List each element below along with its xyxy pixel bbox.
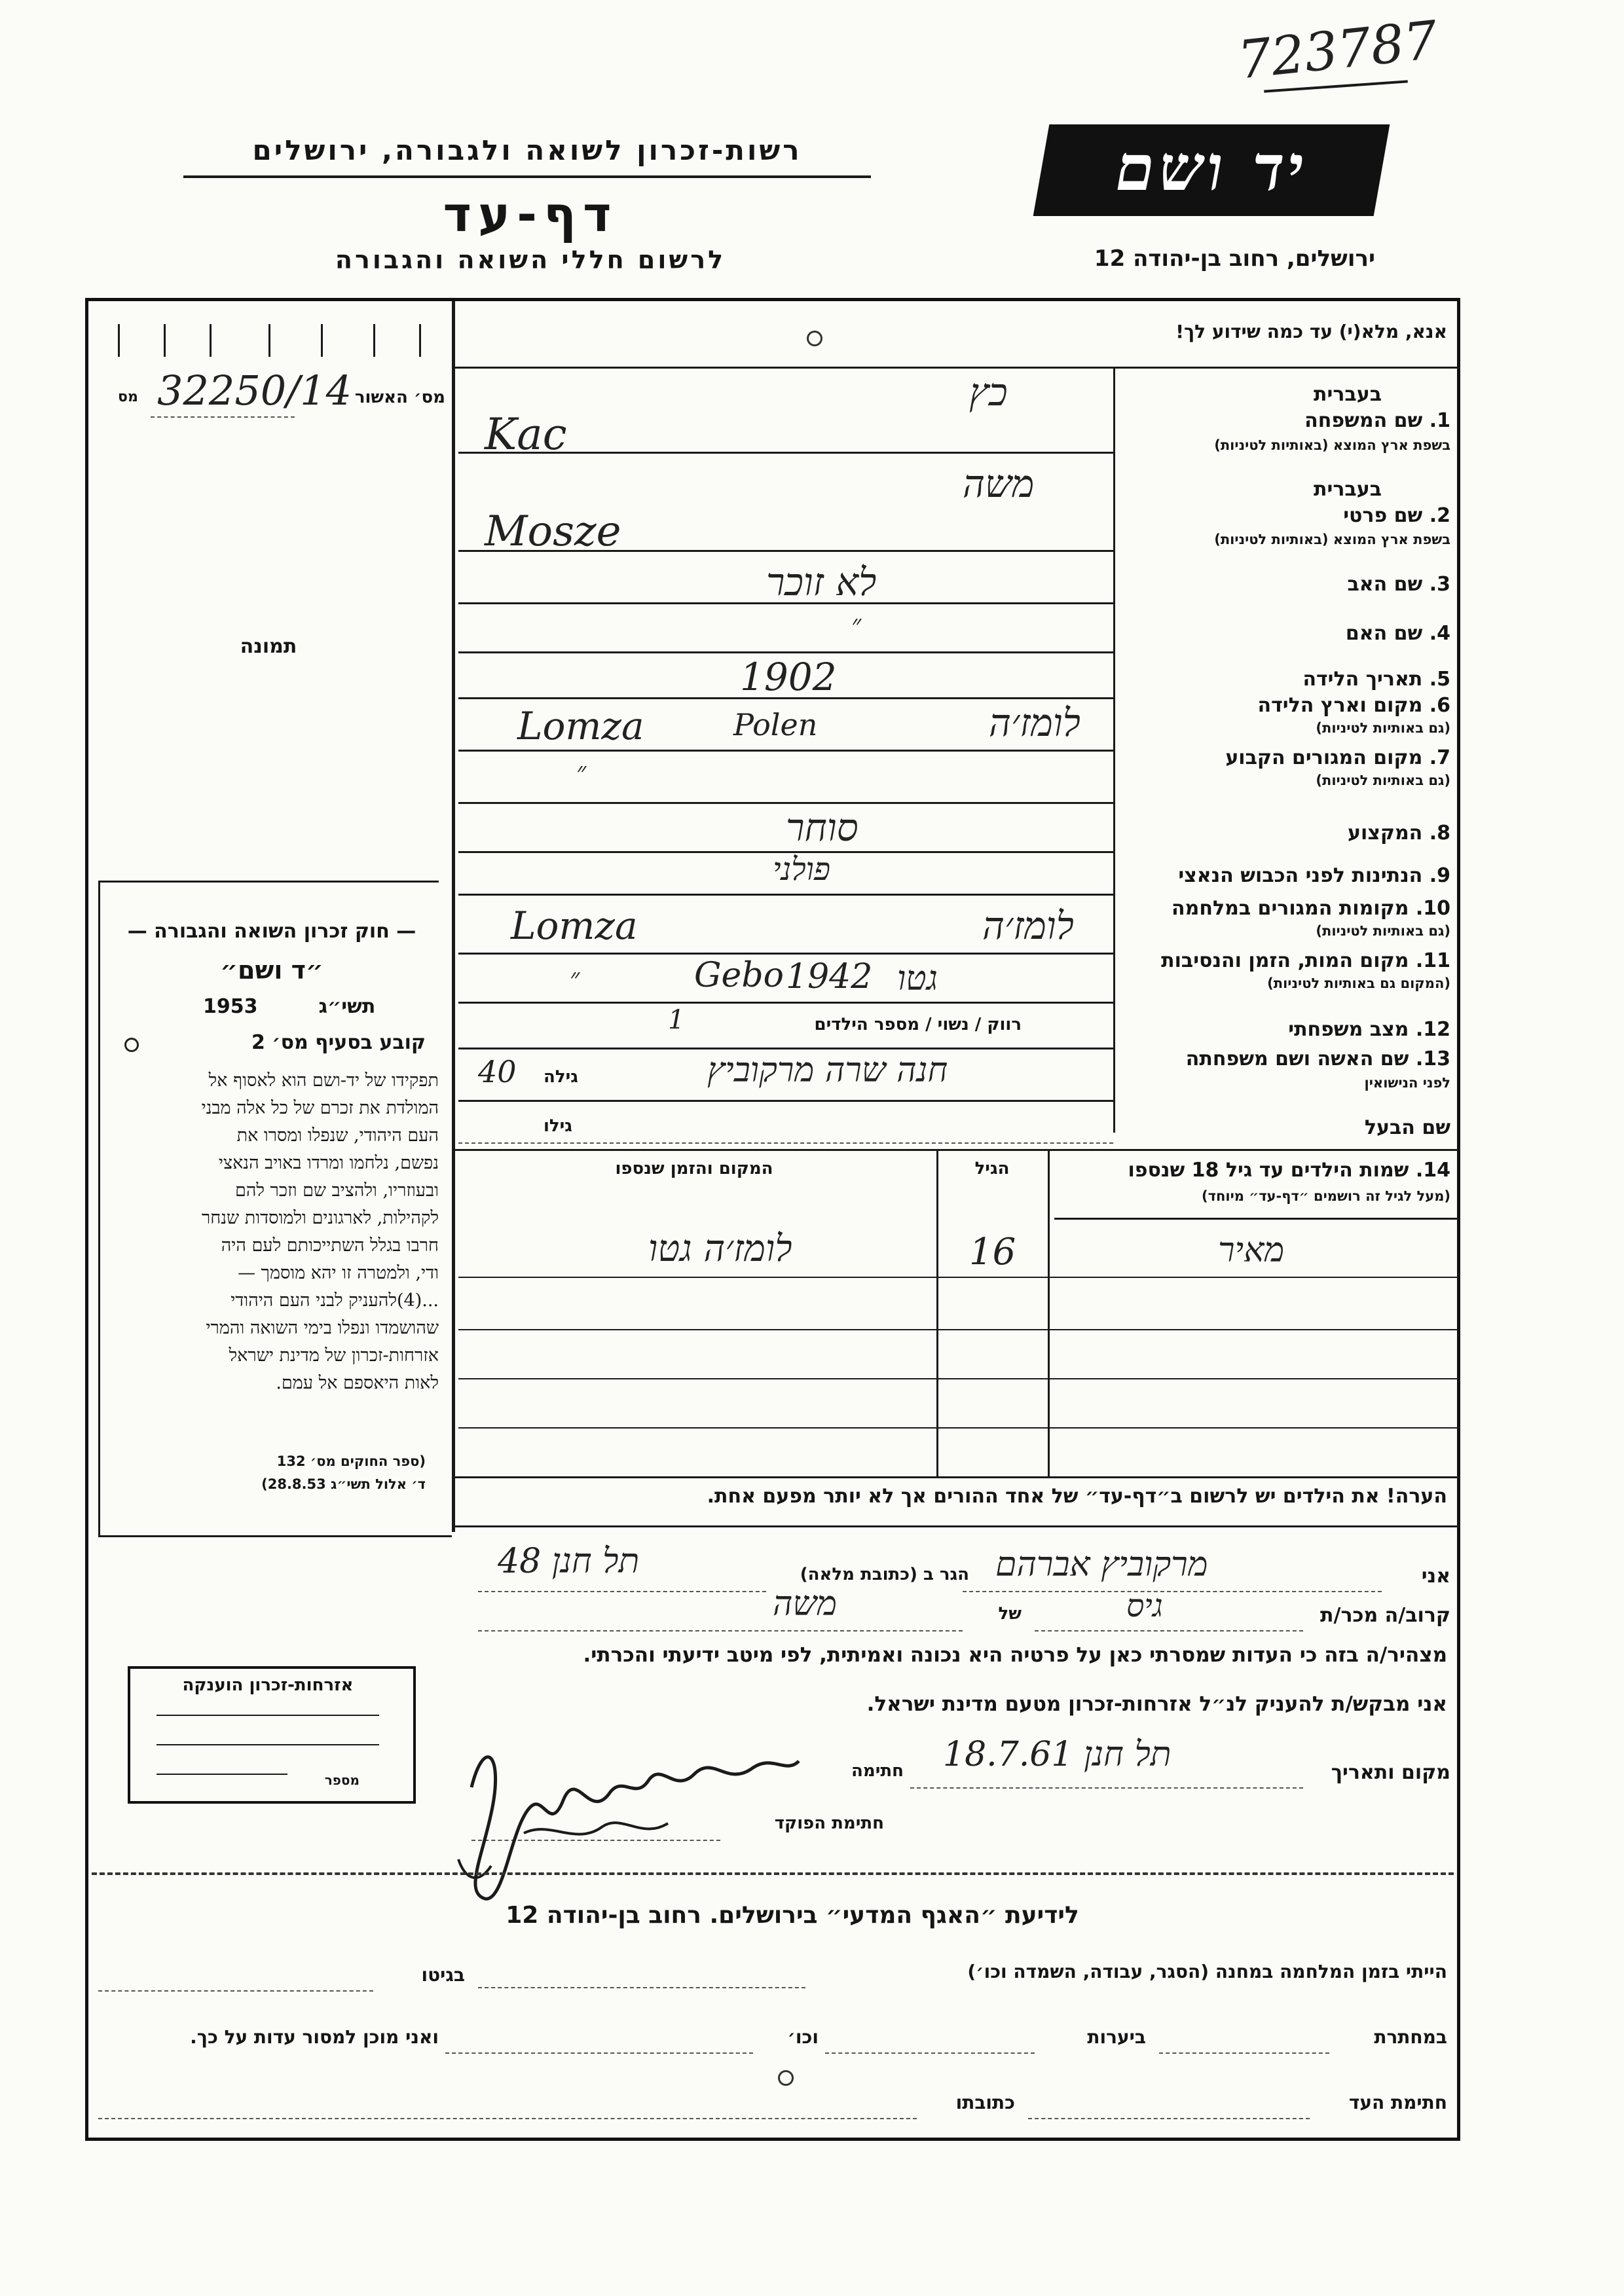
approval-label: מס׳ האשור [354, 388, 445, 407]
yad-vashem-logo [1033, 124, 1390, 216]
section-14-top [452, 1149, 1460, 1151]
nationality-label: 9. הנתינות לפני הכבוש הנאצי [1178, 864, 1450, 887]
wife-age-value: 40 [478, 1054, 517, 1089]
wartime-latin: Lomza [511, 903, 638, 948]
wife-name-value: חנה שרה מרקוביץ [707, 1051, 948, 1090]
bottom-line-1: הייתי בזמן המלחמה במחנה (הסגר, עבודה, השמדה וכו׳) [967, 1961, 1447, 1982]
col-place-header: המקום והזמן שנספו [615, 1159, 773, 1178]
surname-hebrew: כץ [969, 370, 1008, 414]
law-line: חרבו בגלל השתייכותם לעם היה [221, 1235, 439, 1256]
profession-label: 8. המקצוע [1348, 822, 1450, 845]
birth-place-label: 6. מקום וארץ הלידה [1257, 694, 1450, 717]
row-line [458, 1002, 1113, 1004]
children-sub: (מעל לגיל זה רושמים ״דף-עד״ מיוחד) [1202, 1188, 1450, 1204]
law-clause: קובע בסעיף מס׳ 2 [251, 1031, 426, 1054]
first-name-latin: Mosze [485, 507, 621, 556]
witness-signature-label: חתימת העד [1348, 2092, 1447, 2113]
relation-label: קרוב/ה מכר/ת [1320, 1604, 1450, 1627]
signature-label: חתימה [851, 1761, 904, 1781]
forests-label: ביערות [1087, 2026, 1146, 2048]
married-value: 1 [668, 1005, 685, 1035]
resides-label: הגר ב (כתובת מלאה) [800, 1565, 969, 1584]
children-row-line [458, 1277, 1460, 1278]
address-value: תל חנן 48 [498, 1542, 640, 1581]
surname-latin: Kac [485, 409, 567, 460]
row-line [458, 750, 1113, 752]
place-date-value: תל חנן 18.7.61 [943, 1735, 1172, 1774]
note-text: הערה! את הילדים יש לרשום ב״דף-עד״ של אחד ההורים אך לא יותר מפעם אחת. [707, 1485, 1447, 1508]
law-year-heb: תשי״ג [318, 995, 376, 1018]
left-column-divider [452, 301, 455, 1532]
in-hebrew-label-1: בעברית [1314, 383, 1382, 406]
approval-suffix: מס [118, 389, 138, 405]
law-line: ובעוזריו, ולהציב שם וזכר להם [235, 1180, 439, 1201]
citizenship-number-label: מספר [324, 1772, 360, 1788]
law-line: שהושמדו ונפלו בימי השואה והמרי [206, 1318, 439, 1338]
death-hebrew: גטו [897, 959, 938, 998]
husband-line [458, 1142, 1113, 1144]
request-text: אני מבקש/ת להעניק לנ״ל אזרחות-זכרון מטעם מדינת ישראל. [866, 1692, 1447, 1716]
statement-text: מצהיר/ה בזה כי העדות שמסרתי כאן על פרטיה היא נכונה ואמיתית, לפי מיטב ידיעתי והכרתי. [583, 1643, 1447, 1667]
law-box-top [98, 881, 439, 883]
law-line: תפקידו של יד-ושם הוא לאסוף אל [208, 1070, 439, 1091]
father-value: לא זוכר [766, 560, 877, 604]
note-bottom [452, 1525, 1460, 1527]
children-row-line [458, 1427, 1460, 1429]
top-file-number: 723787 [1234, 9, 1441, 91]
children-row-line [458, 1378, 1460, 1379]
wartime-sub: (גם באותיות לטיניות) [1316, 923, 1450, 939]
law-line: המולדת את זכרם של כל אלה מבני [201, 1098, 439, 1118]
label-column-divider [1113, 367, 1115, 1133]
row-line [458, 1048, 1113, 1049]
row-line [458, 894, 1113, 896]
tear-off-line [92, 1872, 1454, 1875]
surname-label: 1. שם המשפחה [1304, 409, 1450, 432]
officer-signature-label: חתימת הפוקד [774, 1813, 884, 1833]
law-box-bottom [98, 1535, 452, 1537]
forests-line [825, 2052, 1035, 2054]
law-line: ...(4)להעניק לבני העם היהודי [231, 1290, 439, 1311]
bottom-title: לידיעת ״האגף המדעי״ בירושלים. רחוב בן-יהודה 12 [506, 1902, 1079, 1929]
photo-label: תמונה [240, 635, 297, 658]
form-subtitle: לרשום חללי השואה והגבורה [335, 246, 726, 274]
birth-country: Polen [733, 707, 818, 742]
wife-age-label: גילה [544, 1067, 578, 1087]
law-source-1: (ספר החוקים מס׳ 132 [276, 1453, 426, 1469]
mother-label: 4. שם האם [1345, 622, 1450, 645]
law-line: לאות היאספם אל עמם. [276, 1373, 439, 1393]
in-hebrew-label-2: בעברית [1314, 478, 1382, 501]
row-line [458, 651, 1113, 653]
etc-label: וכו׳ [787, 2026, 819, 2048]
children-label: 14. שמות הילדים עד גיל 18 שנספו [1128, 1159, 1450, 1182]
husband-label: שם הבעל [1364, 1116, 1450, 1139]
header-row-bottom [452, 367, 1460, 369]
law-source-2: ד׳ אלול תשי״ג 28.8.53) [261, 1476, 426, 1492]
wartime-label: 10. מקומות המגורים במלחמה [1172, 897, 1450, 920]
death-label: 11. מקום המות, הזמן והנסיבות [1161, 949, 1450, 972]
nationality-value: פולני [773, 851, 831, 888]
ghetto-label: בגיטו [421, 1964, 465, 1986]
wife-sub: לפני הנישואין [1364, 1075, 1450, 1091]
approval-number: 32250/14 [157, 367, 352, 414]
death-mark: ״ [570, 963, 580, 993]
place-date-label: מקום ותאריך [1331, 1761, 1450, 1784]
law-line: אזרחות-זכרון של מדינת ישראל [229, 1345, 439, 1366]
residence-value: ״ [576, 757, 587, 787]
logo-text: יד ושם [1109, 131, 1315, 205]
camp-line [478, 1987, 805, 1988]
law-line: לקהילות, לארגונים ולמוסדות שנחר [202, 1208, 439, 1228]
underground-label: במחתרת [1374, 2026, 1447, 2048]
mother-value: ״ [851, 610, 862, 640]
family-status-options: רווק / נשוי / מספר הילדים [814, 1015, 1022, 1034]
ready-text: ואני מוכן למסור עדות על כך. [190, 2026, 439, 2048]
law-bullet [124, 1038, 139, 1052]
law-line: ודי, ולמטרה זו יהא מוסמך — [238, 1263, 439, 1283]
family-status-label: 12. מצב משפחתי [1288, 1018, 1450, 1041]
relation-value: גיס [1126, 1588, 1163, 1624]
punch-hole-top [807, 331, 822, 346]
first-name-label: 2. שם פרטי [1343, 504, 1450, 527]
wife-label: 13. שם האשה ושם משפחתה [1185, 1048, 1450, 1070]
child-place-value: לומז׳ה גטו [648, 1228, 792, 1270]
birth-place-latin: Lomza [517, 704, 644, 748]
of-value: משה [773, 1584, 838, 1624]
org-line: רשות-זכרון לשואה ולגבורה, ירושלים [252, 134, 802, 166]
child-age-value: 16 [969, 1231, 1016, 1273]
form-title: דף-עד [443, 187, 618, 243]
father-label: 3. שם האב [1347, 573, 1450, 596]
etc-line [445, 2052, 753, 2054]
law-name: ״ד ושם״ [220, 956, 323, 985]
place-date-line [910, 1787, 1303, 1789]
underground-line [1159, 2052, 1329, 2054]
law-year: 1953 [203, 995, 258, 1018]
children-row-line [458, 1329, 1460, 1330]
birth-date-label: 5. תאריך הלידה [1302, 668, 1450, 691]
approval-line [151, 416, 295, 418]
i-line [963, 1591, 1382, 1592]
ghetto-line [98, 1990, 373, 1992]
address-line: ירושלים, רחוב בן-יהודה 12 [1094, 246, 1375, 272]
of-line [478, 1630, 963, 1631]
birth-year: 1902 [740, 655, 837, 699]
law-line: נפשם, נלחמו ומרדו באויב הנאצי [218, 1153, 439, 1173]
husband-age-label: גילו [544, 1116, 572, 1136]
law-line: העם היהודי, שנפלו ומסרו את [236, 1125, 439, 1146]
profession-value: סוחר [786, 805, 858, 850]
tick-marks [105, 324, 445, 363]
please-line: אנא, מלא(י) עד כמה שידוע לך! [1175, 321, 1447, 342]
note-top [452, 1476, 1460, 1478]
death-place: Gebo [694, 956, 784, 995]
i-label: אני [1421, 1565, 1450, 1588]
address-line [478, 1591, 766, 1592]
birth-place-hebrew: לומז׳ה [989, 701, 1080, 745]
row-line [458, 1100, 1113, 1102]
i-value: מרקוביץ אברהם [995, 1545, 1208, 1584]
relation-line [1035, 1630, 1303, 1631]
surname-sub: בשפת ארץ המוצא (באותיות לטיניות) [1214, 437, 1450, 453]
citizenship-box [128, 1666, 416, 1804]
first-name-sub: בשפת ארץ המוצא (באותיות לטיניות) [1214, 532, 1450, 547]
birth-place-sub: (גם באותיות לטיניות) [1316, 720, 1450, 736]
children-header-bottom [1054, 1218, 1460, 1220]
row-line [458, 953, 1113, 955]
org-underline [183, 175, 871, 178]
first-name-hebrew: משה [963, 462, 1035, 506]
residence-sub: (גם באותיות לטיניות) [1316, 773, 1450, 788]
his-address-label: כתובתו [955, 2092, 1015, 2113]
death-year: 1942 [786, 957, 873, 996]
of-label: של [998, 1604, 1022, 1624]
citizenship-title: אזרחות-זכרון הוענקה [182, 1675, 354, 1695]
child-name-value: מאיר [1218, 1231, 1285, 1270]
law-text [105, 1067, 439, 1397]
witness-signature [445, 1696, 812, 1912]
wartime-hebrew: לומז׳ה [982, 903, 1074, 948]
residence-label: 7. מקום המגורים הקבוע [1225, 746, 1450, 769]
col-age-header: הגיל [974, 1159, 1010, 1178]
row-line [458, 802, 1113, 804]
his-address-line [98, 2118, 917, 2119]
punch-hole-bottom [778, 2070, 794, 2086]
death-sub: (המקום גם באותיות לטיניות) [1267, 975, 1450, 991]
law-title: — חוק זכרון השואה והגבורה — [127, 920, 416, 943]
witness-signature-line [1028, 2118, 1310, 2119]
